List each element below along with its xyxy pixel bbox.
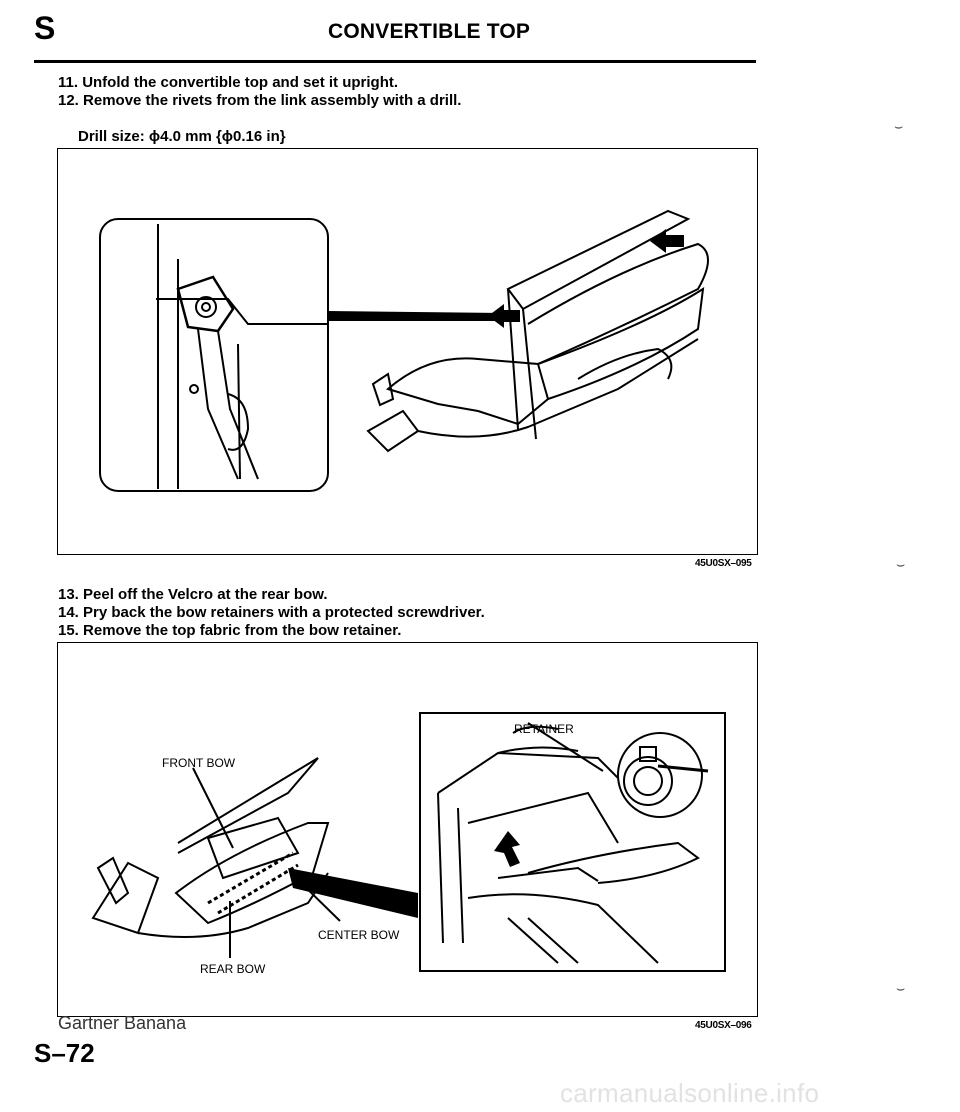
step-12: 12. Remove the rivets from the link assembly with a drill. <box>58 92 462 109</box>
callout-rear-bow: REAR BOW <box>200 962 266 976</box>
step-11: 11. Unfold the convertible top and set it upright. <box>58 74 399 91</box>
watermark-text: Gartner Banana <box>58 1013 187 1033</box>
callout-retainer: RETAINER <box>514 722 574 736</box>
bow-retainer-illustration <box>58 643 756 1015</box>
callout-center-bow: CENTER BOW <box>318 928 400 942</box>
figure-code: 45U0SX–096 <box>695 1020 752 1031</box>
inset-detail-frame <box>100 219 328 491</box>
step-13: 13. Peel off the Velcro at the rear bow. <box>58 586 328 603</box>
pry-arrow <box>494 831 520 867</box>
rear-bow-stitching <box>208 853 293 903</box>
convertible-top-frame <box>508 211 688 309</box>
pointer-arrow <box>488 304 520 328</box>
margin-tick: ⌣ <box>894 118 904 134</box>
figure-rivet-removal <box>57 148 758 555</box>
callout-front-bow: FRONT BOW <box>162 756 236 770</box>
drill-size-spec: Drill size: ϕ4.0 mm {ϕ0.16 in} <box>78 128 286 145</box>
margin-tick: ⌣ <box>896 980 906 996</box>
figure-bow-retainer <box>57 642 758 1017</box>
leader-bar <box>328 311 503 321</box>
site-watermark: carmanualsonline.info <box>560 1078 820 1108</box>
page-number: S–72 <box>34 1038 95 1068</box>
page-title: CONVERTIBLE TOP <box>328 20 531 43</box>
step-14: 14. Pry back the bow retainers with a protected screwdriver. <box>58 604 485 621</box>
section-letter: S <box>34 10 56 46</box>
rivet-removal-illustration <box>58 149 756 553</box>
step-15: 15. Remove the top fabric from the bow retainer. <box>58 622 402 639</box>
header-rule <box>34 60 756 63</box>
margin-tick: ⌣ <box>896 556 906 572</box>
figure-code: 45U0SX–095 <box>695 558 752 569</box>
